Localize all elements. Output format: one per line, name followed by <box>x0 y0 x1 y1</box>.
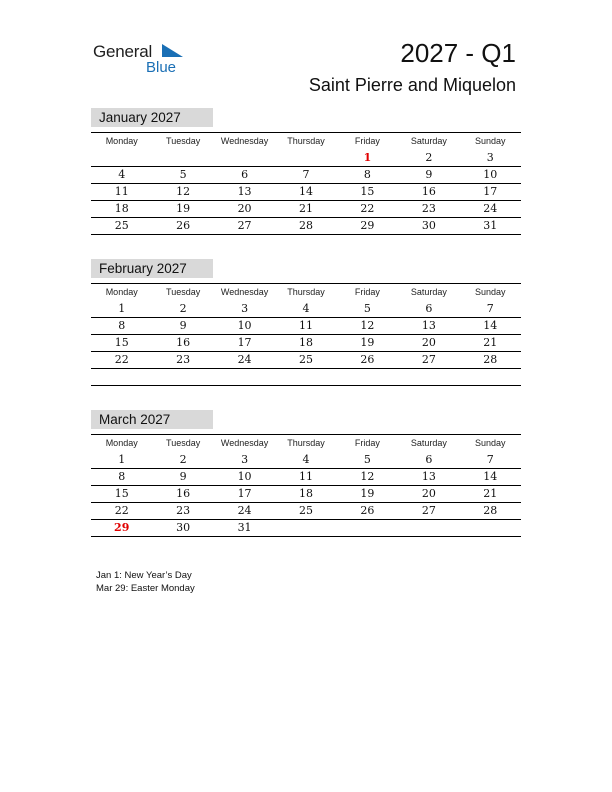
weekday-header-row <box>91 429 521 452</box>
day-cell <box>275 369 336 385</box>
week-row <box>91 369 521 386</box>
day-cell: 18 <box>114 202 129 215</box>
weekday-header: Sunday <box>460 283 521 301</box>
day-cell: 27 <box>421 353 436 366</box>
day-cell: 24 <box>483 202 498 215</box>
day-cell: 7 <box>486 302 494 315</box>
day-cell <box>214 150 275 166</box>
day-cell: 15 <box>114 336 129 349</box>
day-cell: 8 <box>118 319 126 332</box>
day-cell: 19 <box>360 487 375 500</box>
day-cell: 29 <box>360 219 375 232</box>
day-cell: 6 <box>425 453 433 466</box>
day-cell: 23 <box>421 202 436 215</box>
weekday-header: Sunday <box>460 132 521 150</box>
month-label: March 2027 <box>91 410 213 429</box>
holiday-note: Jan 1: New Year’s Day <box>96 570 192 581</box>
holiday-note: Mar 29: Easter Monday <box>96 582 195 594</box>
weekday-header: Tuesday <box>152 132 213 150</box>
day-cell: 27 <box>237 219 252 232</box>
day-cell: 25 <box>114 219 129 232</box>
day-cell: 21 <box>298 202 313 215</box>
day-cell: 22 <box>114 504 129 517</box>
day-cell: 23 <box>176 504 191 517</box>
day-cell: 10 <box>237 470 252 483</box>
weekday-header: Saturday <box>398 132 459 150</box>
day-cell: 3 <box>241 302 249 315</box>
weekday-header: Tuesday <box>152 283 213 301</box>
day-cell: 30 <box>421 219 436 232</box>
weekday-header: Friday <box>337 132 398 150</box>
day-cell: 11 <box>298 470 313 483</box>
day-cell: 12 <box>360 470 375 483</box>
day-cell <box>214 369 275 385</box>
day-cell: 5 <box>363 302 371 315</box>
day-cell: 10 <box>237 319 252 332</box>
weekday-header: Saturday <box>398 434 459 452</box>
day-cell: 19 <box>176 202 191 215</box>
day-cell: 13 <box>421 470 436 483</box>
day-cell: 26 <box>360 353 375 366</box>
day-cell: 4 <box>302 302 310 315</box>
week-row <box>91 201 521 218</box>
day-cell: 4 <box>118 168 126 181</box>
day-cell: 14 <box>483 470 498 483</box>
day-cell: 16 <box>421 185 436 198</box>
day-cell: 28 <box>483 353 498 366</box>
day-cell: 9 <box>179 470 187 483</box>
day-cell <box>91 150 152 166</box>
day-cell: 16 <box>176 336 191 349</box>
month-label: February 2027 <box>91 259 213 278</box>
weekday-header: Saturday <box>398 283 459 301</box>
day-cell: 25 <box>298 353 313 366</box>
week-row <box>91 301 521 318</box>
logo-word-general: General <box>93 42 153 61</box>
day-cell: 2 <box>179 302 187 315</box>
weekday-header: Tuesday <box>152 434 213 452</box>
month-february <box>91 259 521 386</box>
day-cell: 17 <box>483 185 498 198</box>
day-cell: 22 <box>360 202 375 215</box>
day-cell: 27 <box>421 504 436 517</box>
day-cell: 26 <box>176 219 191 232</box>
day-cell: 16 <box>176 487 191 500</box>
weekday-header: Wednesday <box>214 132 275 150</box>
day-cell: 5 <box>179 168 187 181</box>
day-cell <box>275 520 336 536</box>
weekday-header: Wednesday <box>214 434 275 452</box>
day-cell: 19 <box>360 336 375 349</box>
week-row <box>91 167 521 184</box>
month-label: January 2027 <box>91 108 213 127</box>
day-cell: 4 <box>302 453 310 466</box>
day-cell: 8 <box>363 168 371 181</box>
day-cell: 14 <box>483 319 498 332</box>
day-cell: 2 <box>425 151 433 164</box>
day-cell: 1 <box>363 151 372 164</box>
holiday-notes <box>96 570 195 595</box>
day-cell: 21 <box>483 487 498 500</box>
day-cell: 15 <box>114 487 129 500</box>
week-row <box>91 184 521 201</box>
day-cell: 12 <box>176 185 191 198</box>
weekday-header-row <box>91 278 521 301</box>
day-cell <box>275 150 336 166</box>
day-cell <box>398 369 459 385</box>
day-cell: 11 <box>114 185 129 198</box>
weekday-header: Monday <box>91 434 152 452</box>
day-cell: 23 <box>176 353 191 366</box>
day-cell: 18 <box>298 487 313 500</box>
day-cell: 13 <box>237 185 252 198</box>
day-cell: 9 <box>179 319 187 332</box>
weekday-header-row <box>91 127 521 150</box>
month-march <box>91 410 521 537</box>
weekday-header: Sunday <box>460 434 521 452</box>
weekday-header: Thursday <box>275 132 336 150</box>
day-cell <box>398 520 459 536</box>
day-cell: 2 <box>179 453 187 466</box>
weekday-header: Monday <box>91 132 152 150</box>
weekday-header: Thursday <box>275 283 336 301</box>
day-cell <box>337 369 398 385</box>
day-cell: 7 <box>486 453 494 466</box>
day-cell: 17 <box>237 487 252 500</box>
logo <box>93 40 193 78</box>
week-row <box>91 352 521 369</box>
day-cell: 28 <box>298 219 313 232</box>
page-title: 2027 - Q1 <box>400 38 516 68</box>
weekday-header: Monday <box>91 283 152 301</box>
day-cell <box>91 369 152 385</box>
day-cell: 31 <box>237 521 252 534</box>
day-cell: 6 <box>425 302 433 315</box>
day-cell: 24 <box>237 504 252 517</box>
day-cell: 17 <box>237 336 252 349</box>
day-cell: 9 <box>425 168 433 181</box>
week-row <box>91 218 521 235</box>
day-cell: 29 <box>114 521 130 534</box>
day-cell: 11 <box>298 319 313 332</box>
day-cell: 12 <box>360 319 375 332</box>
week-row <box>91 503 521 520</box>
day-cell: 21 <box>483 336 498 349</box>
day-cell <box>337 520 398 536</box>
day-cell: 20 <box>237 202 252 215</box>
day-cell: 1 <box>118 453 126 466</box>
day-cell: 22 <box>114 353 129 366</box>
day-cell <box>460 520 521 536</box>
day-cell: 14 <box>298 185 313 198</box>
page-subtitle: Saint Pierre and Miquelon <box>308 75 516 95</box>
month-january <box>91 108 521 235</box>
day-cell: 31 <box>483 219 498 232</box>
day-cell: 3 <box>486 151 494 164</box>
weekday-header: Wednesday <box>214 283 275 301</box>
day-cell: 25 <box>298 504 313 517</box>
day-cell: 13 <box>421 319 436 332</box>
day-cell: 7 <box>302 168 310 181</box>
day-cell: 24 <box>237 353 252 366</box>
day-cell: 20 <box>421 336 436 349</box>
day-cell: 1 <box>118 302 126 315</box>
day-cell: 26 <box>360 504 375 517</box>
day-cell: 18 <box>298 336 313 349</box>
day-cell: 10 <box>483 168 498 181</box>
day-cell: 6 <box>241 168 249 181</box>
day-cell: 5 <box>363 453 371 466</box>
day-cell: 20 <box>421 487 436 500</box>
day-cell <box>460 369 521 385</box>
week-row <box>91 335 521 352</box>
week-row <box>91 318 521 335</box>
day-cell: 8 <box>118 470 126 483</box>
day-cell <box>152 369 213 385</box>
weekday-header: Friday <box>337 283 398 301</box>
week-row <box>91 520 521 537</box>
day-cell: 3 <box>241 453 249 466</box>
day-cell: 15 <box>360 185 375 198</box>
week-row <box>91 486 521 503</box>
day-cell: 28 <box>483 504 498 517</box>
week-row <box>91 452 521 469</box>
weekday-header: Friday <box>337 434 398 452</box>
day-cell <box>152 150 213 166</box>
day-cell: 30 <box>176 521 191 534</box>
week-row <box>91 469 521 486</box>
weekday-header: Thursday <box>275 434 336 452</box>
week-row <box>91 150 521 167</box>
logo-word-blue: Blue <box>146 59 177 76</box>
